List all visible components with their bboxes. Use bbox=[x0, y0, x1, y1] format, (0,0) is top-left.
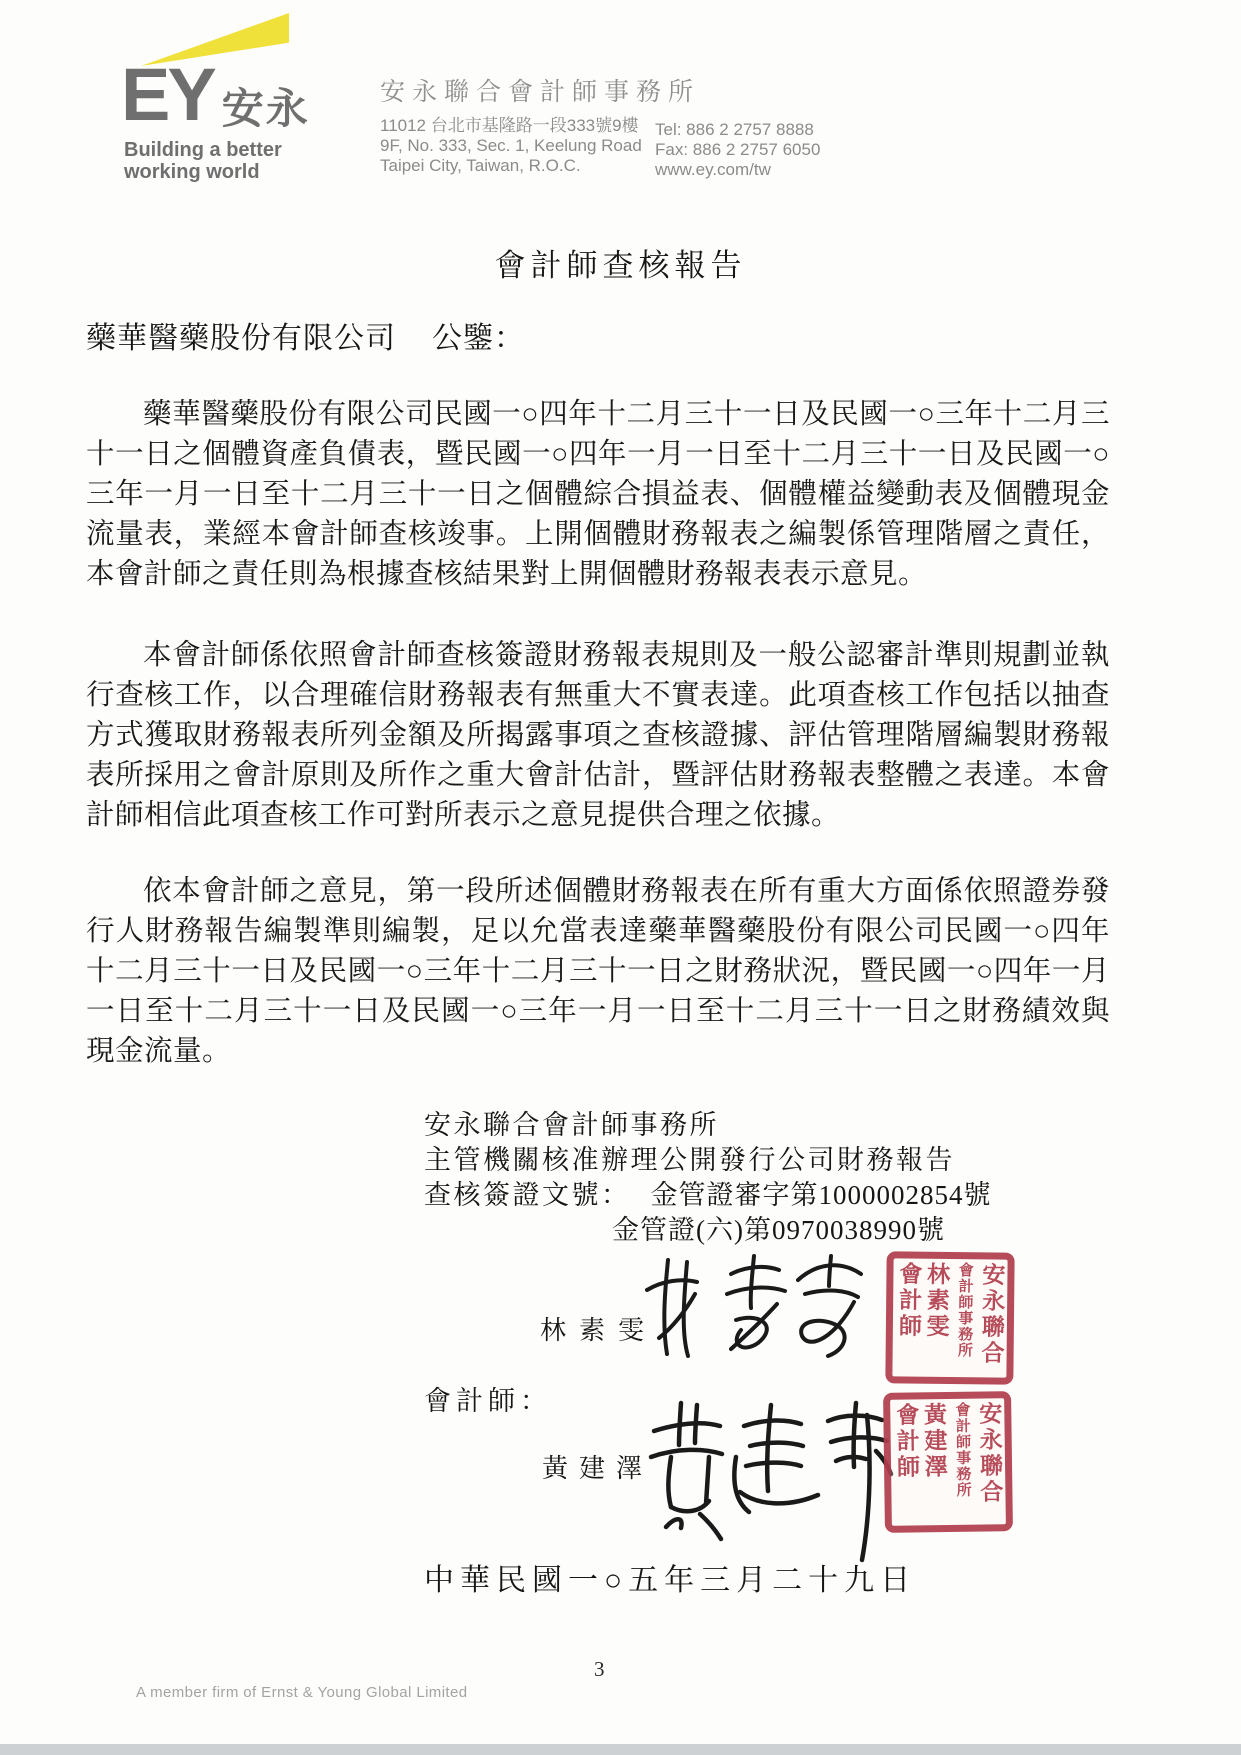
accountant-name-lin: 林素雯 bbox=[540, 1316, 658, 1345]
seal-column: 會計師 bbox=[893, 1402, 920, 1481]
salutation-honorific: 公鑒： bbox=[432, 322, 525, 355]
ey-tagline-line2: working world bbox=[124, 161, 260, 183]
closing-ref-line bbox=[424, 1173, 992, 1212]
paragraph-audit-standards: 本會計師係依照會計師查核簽證財務報表規則及一般公認審計準則規劃並執行查核工作，以合理確信財務報表有無重大不實表達。此項查核工作包括以抽查方式獲取財務報表所列金額及所揭露事項之查核證據、評估管理階層編製財務報表所採用之會計原則及所作之重大會計估計，暨評估財務報表整體之表達。本會計師相信此項查核工作可對所表示之意見提供合理之依據。 bbox=[86, 640, 1110, 831]
ey-logo bbox=[121, 53, 310, 136]
paragraph-scope: 藥華醫藥股份有限公司民國一○四年十二月三十一日及民國一○三年十二月三十一日之個體資產負債表，暨民國一○四年一月一日至十二月三十一日及民國一○三年一月一日至十二月三十一日之個體綜合損益表、個體權益變動表及個體現金流量表，業經本會計師查核竣事。上開個體財務報表之編製係管理階層之責任，本會計師之責任則為根據查核結果對上開個體財務報表表示意見。 bbox=[86, 399, 1110, 590]
cpa-seal-huang bbox=[883, 1391, 1013, 1533]
seal-column: 會計師事務所 bbox=[953, 1401, 971, 1498]
scan-edge-artifact bbox=[0, 1744, 1241, 1755]
firm-name-header: 安永聯合會計師事務所 bbox=[380, 78, 701, 106]
firm-address bbox=[380, 116, 642, 176]
salutation bbox=[86, 313, 525, 357]
seal-column: 會計師事務所 bbox=[955, 1262, 973, 1359]
report-date: 中華民國一○五年三月二十九日 bbox=[424, 1564, 917, 1597]
ey-logo-chinese: 安永 bbox=[221, 85, 310, 132]
salutation-company: 藥華醫藥股份有限公司 bbox=[86, 322, 396, 355]
ey-logo-text: EY bbox=[121, 53, 214, 136]
seal-column: 安永聯合 bbox=[978, 1262, 1005, 1367]
address-line-en2: Taipei City, Taiwan, R.O.C. bbox=[380, 156, 581, 175]
seal-column: 黃建澤 bbox=[920, 1402, 947, 1481]
signature-huang-jianze bbox=[640, 1395, 898, 1567]
ey-tagline bbox=[124, 139, 282, 183]
closing-firm-name: 安永聯合會計師事務所 bbox=[424, 1110, 719, 1140]
ref-number-2: 金管證(六)第0970038990號 bbox=[612, 1215, 945, 1245]
paragraph-opinion: 依本會計師之意見，第一段所述個體財務報表在所有重大方面係依照證券發行人財務報告編製準則編製，足以允當表達藥華醫藥股份有限公司民國一○四年十二月三十一日及民國一○三年十二月三十一日之財務狀況，暨民國一○四年一月一日至十二月三十一日及民國一○三年一月一日至十二月三十一日之財務績效與現金流量。 bbox=[86, 876, 1110, 1067]
accountant-label: 會計師： bbox=[424, 1386, 552, 1416]
seal-column: 林素雯 bbox=[923, 1261, 950, 1340]
closing-approval-line: 主管機關核准辦理公開發行公司財務報告 bbox=[424, 1145, 955, 1175]
ref-label: 查核簽證文號： bbox=[424, 1180, 631, 1210]
firm-contact bbox=[655, 120, 820, 180]
report-title: 會計師查核報告 bbox=[494, 248, 747, 283]
address-line-en1: 9F, No. 333, Sec. 1, Keelung Road bbox=[380, 136, 642, 155]
address-line-cn: 11012 台北市基隆路一段333號9樓 bbox=[380, 116, 639, 135]
ey-tagline-line1: Building a better bbox=[124, 139, 282, 161]
member-firm-line: A member firm of Ernst & Young Global Limited bbox=[136, 1684, 468, 1701]
seal-column: 安永聯合 bbox=[976, 1401, 1003, 1506]
cpa-seal-lin bbox=[885, 1251, 1014, 1384]
fax-line: Fax: 886 2 2757 6050 bbox=[655, 140, 821, 159]
seal-column: 會計師 bbox=[895, 1261, 922, 1340]
website-line: www.ey.com/tw bbox=[655, 160, 771, 179]
signature-lin-suwen bbox=[635, 1248, 870, 1368]
ref-number-1: 金管證審字第1000002854號 bbox=[650, 1180, 992, 1210]
accountant-name-huang: 黃建澤 bbox=[542, 1454, 654, 1483]
page-number: 3 bbox=[594, 1657, 605, 1681]
tel-line: Tel: 886 2 2757 8888 bbox=[655, 120, 814, 139]
